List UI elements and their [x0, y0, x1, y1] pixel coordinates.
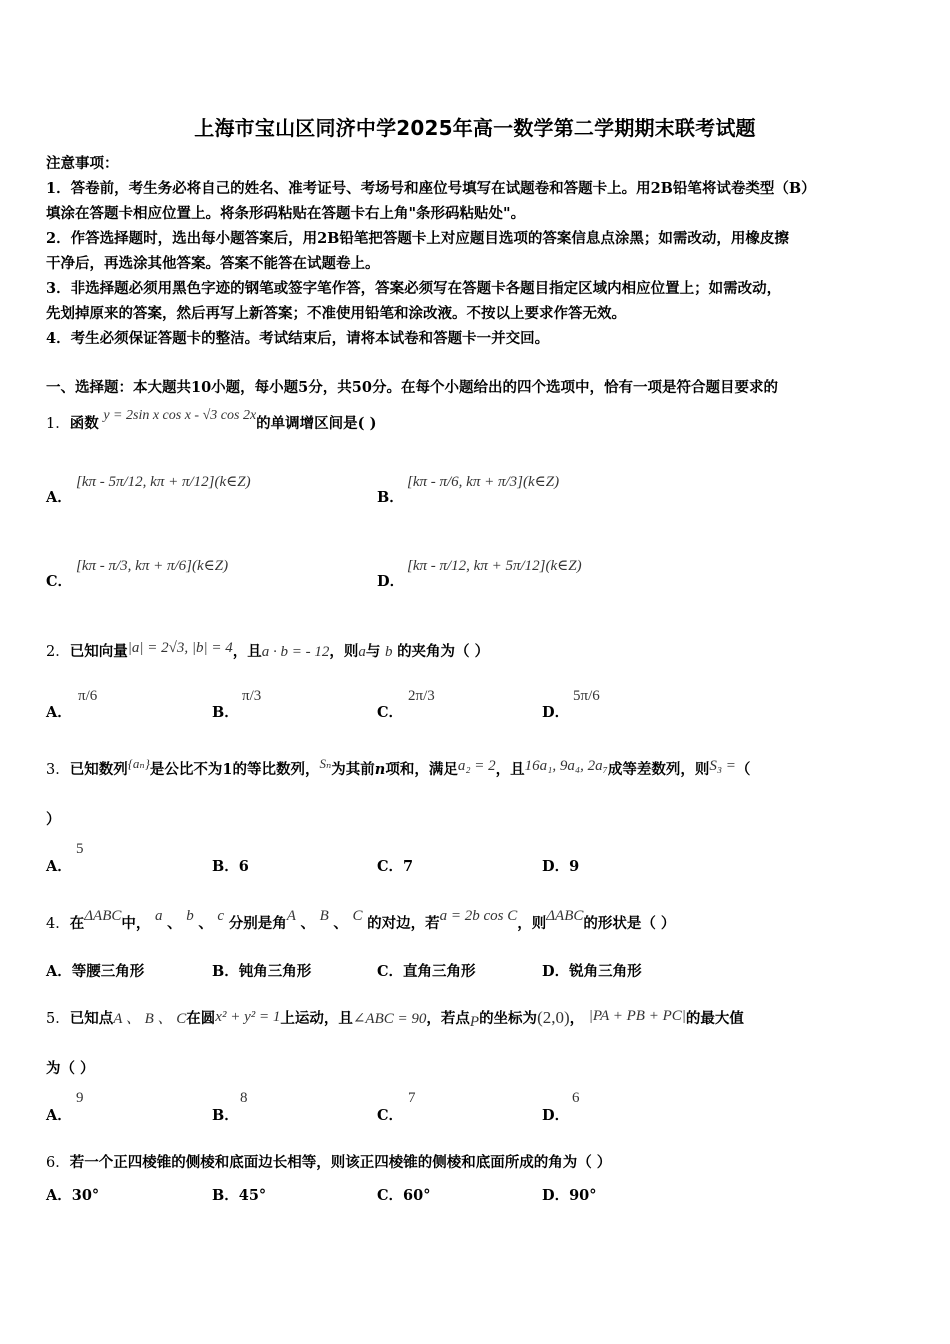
q2-pre: 已知向量: [69, 643, 128, 660]
q2-option-c-label: C．: [377, 704, 404, 721]
q2-option-c: 2π/3: [408, 688, 435, 704]
q1-pre: 函数: [69, 415, 99, 432]
q2-and: 与: [365, 643, 381, 660]
q3-option-b: 6: [238, 858, 249, 875]
q6-option-b: B．45°: [212, 1187, 267, 1204]
q5-text-5: ，: [569, 1010, 585, 1027]
q3-number: 3．: [46, 762, 70, 778]
q4-side-a: a: [154, 908, 163, 924]
notice-line-6: 先划掉原来的答案，然后再写上新答案；不准使用铅笔和涂改液。不按以上要求作答无效。: [46, 305, 626, 322]
q1-option-c-label: C．: [46, 573, 73, 590]
q2-post: 的夹角为（ ）: [397, 643, 490, 660]
q3-cond1: a₂ = 2: [457, 758, 496, 774]
q5-option-d: 6: [572, 1090, 580, 1106]
q3-s3: S₃ =: [709, 758, 736, 774]
page-title: 上海市宝山区同济中学2025年高一数学第二学期期末联考试题: [194, 116, 756, 140]
q3-option-c-label: C．7: [377, 858, 414, 875]
q4-angle-a: A: [286, 908, 296, 924]
q3-option-a: 5: [76, 841, 84, 857]
notice-heading: 注意事项：: [46, 155, 119, 172]
q2-mid: ，且: [232, 643, 262, 660]
question-2: [46, 640, 489, 661]
q5-number: 5．: [46, 1011, 70, 1027]
q4-post: 的形状是（ ）: [583, 915, 676, 932]
q6-option-a: A．30°: [46, 1187, 100, 1204]
q5-points: A 、 B 、 C: [113, 1011, 187, 1027]
q3-text-4: 成等差数列，则: [607, 761, 710, 778]
q2-option-a: π/6: [78, 688, 98, 704]
q5-line-2: 为（ ）: [46, 1060, 95, 1077]
section-heading: 一、选择题：本大题共10小题，每小题5分，共50分。在每个小题给出的四个选项中，恰有一项是符合题目要求的: [46, 379, 778, 396]
q5-pre: 已知点: [69, 1010, 114, 1027]
q2-option-d-label: D．: [542, 704, 570, 721]
q1-post: 的单调增区间是( ): [256, 415, 377, 432]
q5-option-c: 7: [408, 1090, 416, 1106]
q5-option-a-label: A．: [46, 1107, 72, 1124]
q4-option-c: C．直角三角形: [377, 963, 476, 980]
q5-option-d-label: D．: [542, 1107, 570, 1124]
q5-text-1: 在圆: [186, 1010, 216, 1027]
q6-option-c: C．60°: [377, 1187, 431, 1204]
q2-cond2: a · b = - 12: [261, 644, 330, 660]
q2-mid2: ，则: [329, 643, 359, 660]
q1-option-b-label: B．: [377, 489, 404, 506]
q5-option-c-label: C．: [377, 1107, 404, 1124]
q4-side-c: c: [217, 908, 225, 924]
q1-option-a-label: A．: [46, 489, 72, 506]
q5-point-p: P: [469, 1014, 480, 1030]
question-5: [46, 1007, 744, 1028]
q3-option-b-label: B．6: [212, 858, 249, 875]
q2-number: 2．: [46, 644, 70, 660]
q4-option-a: A．等腰三角形: [46, 963, 145, 980]
q4-sep-1: 、: [167, 915, 182, 932]
notice-line-7: 4．考生必须保证答题卡的整洁。考试结束后，请将本试卷和答题卡一并交回。: [46, 330, 550, 347]
q5-text-6: 的最大值: [685, 1010, 744, 1027]
q4-sep-4: 、: [333, 915, 348, 932]
notice-line-4: 干净后，再选涂其他答案。答案不能答在试题卷上。: [46, 255, 380, 272]
q3-text-1: 是公比不为1的等比数列，: [149, 761, 320, 778]
q2-vec-b: b: [384, 644, 393, 660]
q5-expr: |PA + PB + PC|: [588, 1008, 686, 1024]
q5-option-b: 8: [240, 1090, 248, 1106]
q5-text-4: 的坐标为: [479, 1010, 538, 1027]
notice-line-2: 填涂在答题卡相应位置上。将条形码粘贴在答题卡右上角"条形码粘贴处"。: [46, 205, 526, 222]
q6-number: 6．: [46, 1155, 70, 1171]
q3-paren-close: ）: [46, 811, 61, 828]
q1-option-d: [kπ - π/12, kπ + 5π/12](k∈Z): [407, 558, 582, 574]
question-6: [46, 1151, 611, 1172]
q4-text-2: 的对边，若: [367, 915, 440, 932]
q4-angle-b: B: [319, 908, 329, 924]
q2-vec-a: a: [358, 644, 366, 660]
q5-text-2: 上运动，且: [280, 1010, 353, 1027]
q5-coord: (2,0): [537, 1008, 570, 1027]
q1-option-a: [kπ - 5π/12, kπ + π/12](k∈Z): [76, 474, 251, 490]
q4-option-d: D．锐角三角形: [542, 963, 642, 980]
q4-sep-3: 、: [300, 915, 315, 932]
q1-option-c: [kπ - π/3, kπ + π/6](k∈Z): [76, 558, 229, 574]
q3-seq: {aₙ}: [127, 756, 150, 771]
q4-triangle-2: ΔABC: [546, 908, 584, 924]
q1-number: 1．: [46, 416, 70, 432]
q3-text-3: ，且: [495, 761, 525, 778]
q3-cond2: 16a₁, 9a₄, 2a₇: [524, 758, 608, 774]
q4-pre: 在: [69, 915, 85, 932]
q3-sn: Sₙ: [319, 756, 332, 771]
q3-text-2b: 项和，满足: [385, 761, 458, 778]
q4-angle-c: C: [352, 908, 363, 924]
q3-n: n: [374, 761, 386, 778]
q4-text-3: ，则: [517, 915, 547, 932]
q5-circle: x² + y² = 1: [215, 1009, 281, 1025]
q6-text: 若一个正四棱锥的侧棱和底面边长相等，则该正四棱锥的侧棱和底面所成的角为（ ）: [69, 1154, 612, 1171]
q4-side-b: b: [186, 908, 194, 924]
q1-option-d-label: D．: [377, 573, 405, 590]
q2-option-a-label: A．: [46, 704, 72, 721]
q3-text-2a: 为其前: [331, 761, 375, 778]
q4-mid: 中，: [121, 915, 151, 932]
q1-option-b: [kπ - π/6, kπ + π/3](k∈Z): [407, 474, 560, 490]
question-4: [46, 908, 676, 933]
q3-pre: 已知数列: [69, 761, 128, 778]
q3-option-a-label: A．: [46, 858, 72, 875]
q4-sep-2: 、: [198, 915, 213, 932]
q4-text-1: 分别是角: [228, 915, 287, 932]
q3-option-d: 9: [569, 858, 580, 875]
q2-cond1: |a| = 2√3, |b| = 4: [127, 640, 233, 656]
q5-text-3: ，若点: [426, 1010, 470, 1027]
q2-option-d: 5π/6: [573, 688, 600, 704]
q1-formula: y = 2sin x cos x - √3 cos 2x: [103, 408, 257, 423]
q5-angle: ∠ABC = 90: [352, 1011, 427, 1027]
q6-option-d: D．90°: [542, 1187, 597, 1204]
notice-line-1: 1．答卷前，考生务必将自己的姓名、准考证号、考场号和座位号填写在试题卷和答题卡上。用2B铅笔将试卷类型（B）: [46, 180, 816, 197]
q2-option-b: π/3: [242, 688, 262, 704]
q2-option-b-label: B．: [212, 704, 239, 721]
question-1: [46, 408, 377, 433]
q4-cond: a = 2b cos C: [439, 908, 518, 924]
notice-line-3: 2．作答选择题时，选出每小题答案后，用2B铅笔把答题卡上对应题目选项的答案信息点涂黑；如需改动，用橡皮擦: [46, 230, 789, 247]
q3-option-d-label: D．9: [542, 858, 580, 875]
q5-option-b-label: B．: [212, 1107, 239, 1124]
notice-line-5: 3．非选择题必须用黑色字迹的钢笔或签字笔作答，答案必须写在答题卡各题目指定区域内相应位置上；如需改动，: [46, 280, 782, 297]
question-3: [46, 758, 750, 779]
q4-triangle: ΔABC: [84, 908, 122, 924]
q3-option-c: 7: [403, 858, 414, 875]
q4-number: 4．: [46, 916, 70, 932]
q3-paren-open: （: [735, 761, 751, 778]
q5-option-a: 9: [76, 1090, 84, 1106]
q4-option-b: B．钝角三角形: [212, 963, 312, 980]
